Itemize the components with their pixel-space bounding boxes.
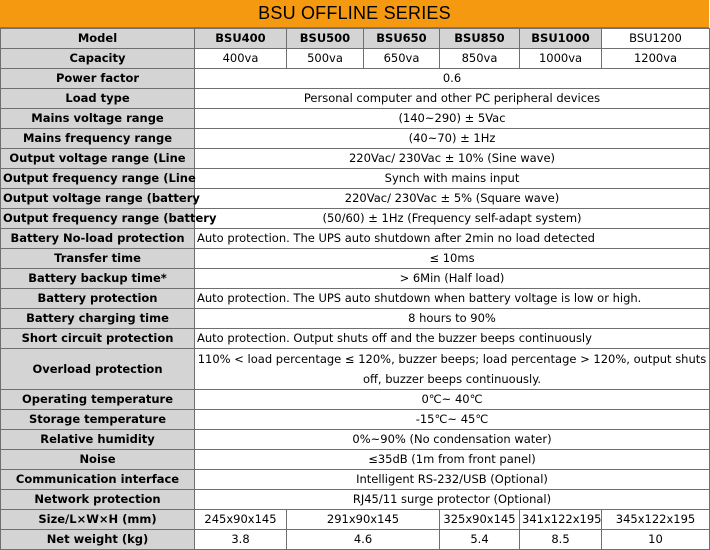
spec-row-operating-temperature: [1, 390, 710, 410]
spec-label: Network protection: [1, 490, 195, 510]
model-bsu500: BSU500: [287, 29, 364, 49]
spec-label: Storage temperature: [1, 410, 195, 430]
spec-value: ≤ 10ms: [195, 249, 710, 269]
spec-label: Operating temperature: [1, 390, 195, 410]
spec-value: 110% < load percentage ≤ 120%, buzzer beeps; load percentage > 120%, output shuts off, buzzer beeps continuously.: [195, 349, 710, 390]
spec-row-output-frequency-range-battery: [1, 209, 710, 229]
spec-row-load-type: [1, 89, 710, 109]
spec-label: Relative humidity: [1, 430, 195, 450]
spec-value: (40~70) ± 1Hz: [195, 129, 710, 149]
spec-label: Noise: [1, 450, 195, 470]
capacity-value: 1000va: [520, 49, 602, 69]
weight-value: 10: [602, 530, 710, 550]
model-bsu650: BSU650: [364, 29, 440, 49]
spec-label: Output voltage range (Line: [1, 149, 195, 169]
capacity-value: 850va: [440, 49, 520, 69]
spec-value: 0℃~ 40℃: [195, 390, 710, 410]
spec-row-noise: [1, 450, 710, 470]
spec-label: Mains frequency range: [1, 129, 195, 149]
spec-label: Power factor: [1, 69, 195, 89]
model-bsu1000: BSU1000: [520, 29, 602, 49]
spec-label: Output voltage range (battery: [1, 189, 195, 209]
weight-value: 4.6: [287, 530, 440, 550]
spec-value: Auto protection. The UPS auto shutdown when battery voltage is low or high.: [195, 289, 710, 309]
weight-value: 3.8: [195, 530, 287, 550]
spec-row-mains-frequency-range: [1, 129, 710, 149]
spec-value: RJ45/11 surge protector (Optional): [195, 490, 710, 510]
size-label: Size/L×W×H (mm): [1, 510, 195, 530]
capacity-value: 400va: [195, 49, 287, 69]
spec-row-communication-interface: [1, 470, 710, 490]
model-label: Model: [1, 29, 195, 49]
capacity-value: 1200va: [602, 49, 710, 69]
spec-row-output-voltage-range-line: [1, 149, 710, 169]
spec-value: Synch with mains input: [195, 169, 710, 189]
spec-label: Load type: [1, 89, 195, 109]
size-value: 245x90x145: [195, 510, 287, 530]
spec-value: 220Vac/ 230Vac ± 10% (Sine wave): [195, 149, 710, 169]
spec-label: Overload protection: [1, 349, 195, 390]
weight-label: Net weight (kg): [1, 530, 195, 550]
spec-row-battery-charging-time: [1, 309, 710, 329]
spec-label: Communication interface: [1, 470, 195, 490]
capacity-value: 650va: [364, 49, 440, 69]
spec-row-battery-backup-time: [1, 269, 710, 289]
spec-value: ≤35dB (1m from front panel): [195, 450, 710, 470]
spec-value: 0.6: [195, 69, 710, 89]
spec-value: (140~290) ± 5Vac: [195, 109, 710, 129]
size-value: 345x122x195: [602, 510, 710, 530]
spec-row-relative-humidity: [1, 430, 710, 450]
page-title: BSU OFFLINE SERIES: [0, 0, 709, 28]
spec-row-battery-protection: [1, 289, 710, 309]
spec-row-storage-temperature: [1, 410, 710, 430]
spec-row-output-frequency-range-line: [1, 169, 710, 189]
spec-row-overload-protection: [1, 349, 710, 390]
capacity-row: [1, 49, 710, 69]
spec-value: -15℃~ 45℃: [195, 410, 710, 430]
spec-value: (50/60) ± 1Hz (Frequency self-adapt system): [195, 209, 710, 229]
spec-value: Auto protection. Output shuts off and the buzzer beeps continuously: [195, 329, 710, 349]
model-bsu850: BSU850: [440, 29, 520, 49]
size-value: 325x90x145: [440, 510, 520, 530]
size-value: 291x90x145: [287, 510, 440, 530]
spec-value: 0%~90% (No condensation water): [195, 430, 710, 450]
spec-value: 8 hours to 90%: [195, 309, 710, 329]
spec-table: [0, 28, 710, 550]
capacity-value: 500va: [287, 49, 364, 69]
size-row: [1, 510, 710, 530]
spec-row-mains-voltage-range: [1, 109, 710, 129]
capacity-label: Capacity: [1, 49, 195, 69]
weight-row: [1, 530, 710, 550]
spec-value: Auto protection. The UPS auto shutdown after 2min no load detected: [195, 229, 710, 249]
spec-row-output-voltage-range-battery: [1, 189, 710, 209]
size-value: 341x122x195: [520, 510, 602, 530]
model-bsu400: BSU400: [195, 29, 287, 49]
spec-label: Battery protection: [1, 289, 195, 309]
spec-row-power-factor: [1, 69, 710, 89]
spec-label: Mains voltage range: [1, 109, 195, 129]
spec-label: Battery charging time: [1, 309, 195, 329]
spec-value: Intelligent RS-232/USB (Optional): [195, 470, 710, 490]
spec-value: > 6Min (Half load): [195, 269, 710, 289]
spec-label: Transfer time: [1, 249, 195, 269]
weight-value: 8.5: [520, 530, 602, 550]
spec-row-battery-no-load-protection: [1, 229, 710, 249]
model-row: [1, 29, 710, 49]
spec-label: Output frequency range (battery: [1, 209, 195, 229]
spec-label: Output frequency range (Line: [1, 169, 195, 189]
spec-label: Battery backup time*: [1, 269, 195, 289]
spec-row-transfer-time: [1, 249, 710, 269]
spec-label: Short circuit protection: [1, 329, 195, 349]
spec-row-short-circuit-protection: [1, 329, 710, 349]
spec-table-body: [1, 29, 710, 550]
weight-value: 5.4: [440, 530, 520, 550]
spec-label: Battery No-load protection: [1, 229, 195, 249]
model-bsu1200: BSU1200: [602, 29, 710, 49]
spec-value: 220Vac/ 230Vac ± 5% (Square wave): [195, 189, 710, 209]
spec-value: Personal computer and other PC peripheral devices: [195, 89, 710, 109]
spec-row-network-protection: [1, 490, 710, 510]
